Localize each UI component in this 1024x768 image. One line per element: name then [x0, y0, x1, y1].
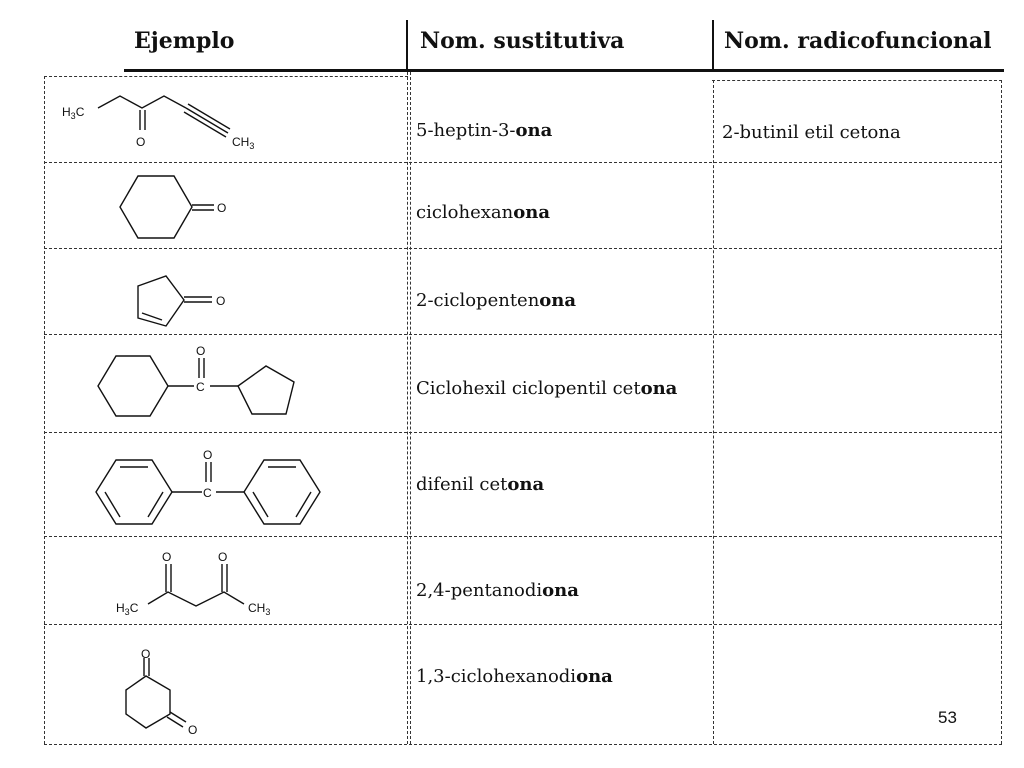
header-divider-2 [712, 20, 714, 72]
structure-cyclohexane-1-3-dione [112, 646, 232, 742]
substitutive-name: 2-ciclopentenona [416, 290, 577, 311]
svg-text:O: O [217, 201, 227, 215]
header-radicofunctional: Nom. radicofuncional [724, 28, 992, 54]
svg-text:O: O [196, 344, 206, 358]
structure-benzophenone [90, 444, 330, 534]
svg-text:C: C [196, 380, 205, 394]
substitutive-name: difenil cetona [416, 474, 545, 495]
substitutive-name: 2,4-pentanodiona [416, 580, 579, 601]
svg-text:O: O [141, 647, 151, 661]
svg-text:O: O [218, 550, 228, 564]
substitutive-name: 1,3-ciclohexanodiona [416, 666, 613, 687]
header-example: Ejemplo [134, 28, 235, 54]
header-substitutive: Nom. sustitutiva [420, 28, 625, 54]
substitutive-name: 5-heptin-3-ona [416, 120, 553, 141]
svg-text:CH3: $CH_3$ [232, 135, 255, 151]
svg-text:H3C: $H_3C$ [62, 105, 85, 121]
substitutive-name: ciclohexanona [416, 202, 550, 223]
radicofunctional-name: 2-butinil etil cetona [722, 122, 901, 143]
svg-text:H3C: $H_3C$ [116, 601, 139, 617]
svg-text:O: O [203, 448, 213, 462]
svg-text:O: O [216, 294, 226, 308]
structure-cyclopentenone [126, 266, 246, 338]
structure-hept-5-yn-3-one [60, 90, 280, 155]
svg-text:O: O [188, 723, 198, 737]
svg-text:CH3: $CH_3$ [248, 601, 271, 617]
header-underline [124, 69, 1004, 72]
header-divider-1 [406, 20, 408, 72]
svg-text:O: O [162, 550, 172, 564]
svg-text:O: O [136, 135, 146, 149]
structure-cyclohexanone [112, 170, 252, 244]
structure-pentane-2-4-dione [112, 548, 292, 620]
svg-text:C: C [203, 486, 212, 500]
substitutive-name: Ciclohexil ciclopentil cetona [416, 378, 678, 399]
structure-cyclohexyl-cyclopentyl-ketone [90, 342, 310, 422]
slide-number: 53 [938, 708, 957, 727]
